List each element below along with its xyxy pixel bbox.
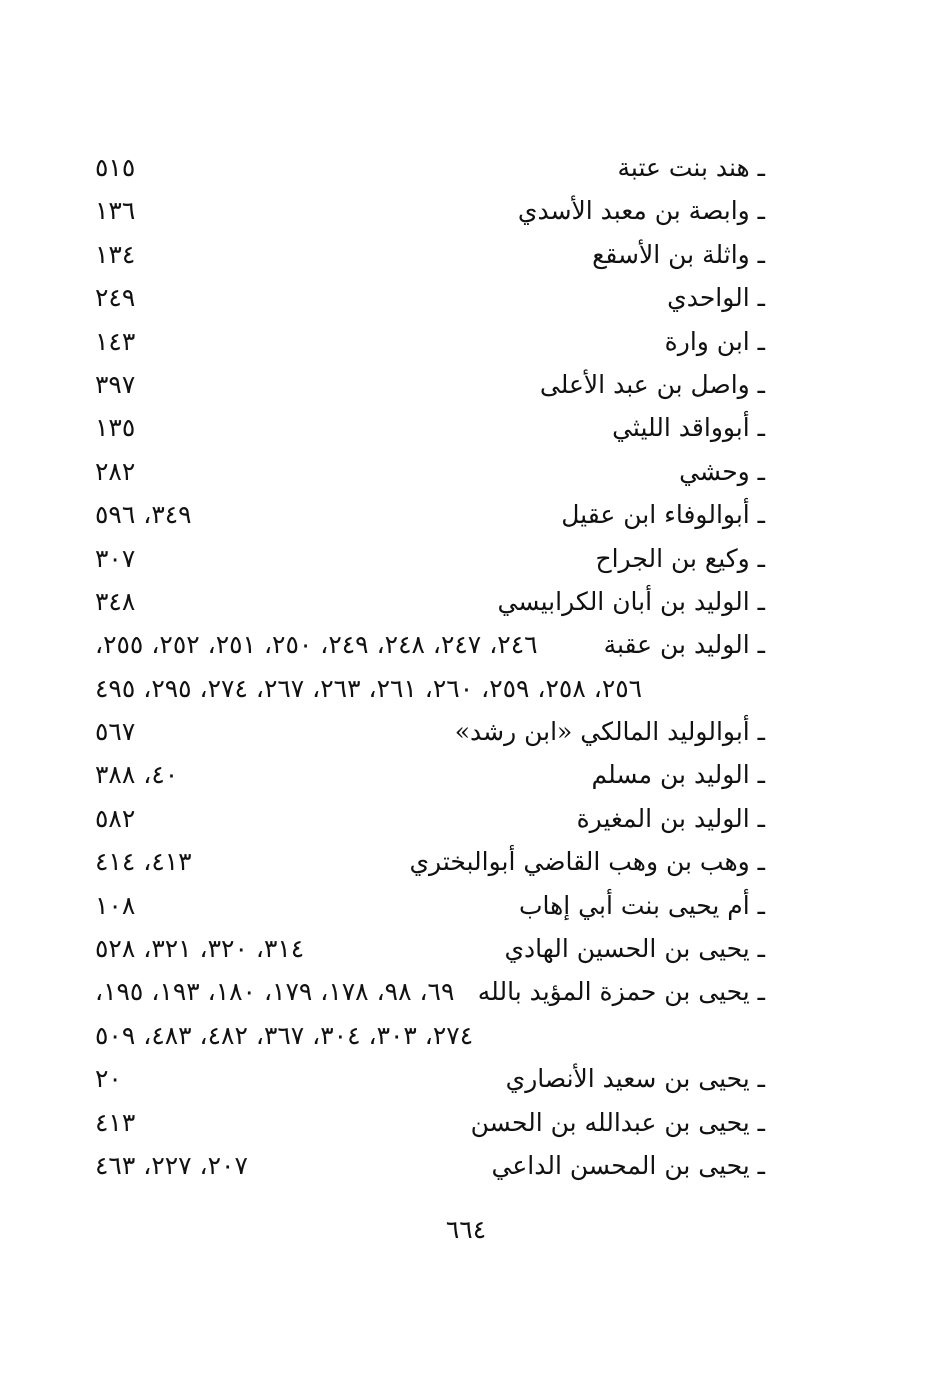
index-entry — [95, 797, 765, 840]
entry-name: ـ ابن وارة — [664, 326, 765, 356]
entry-pages: ٣١٤، ٣٢٠، ٣٢١، ٥٢٨ — [95, 934, 305, 964]
index-entry — [95, 493, 765, 536]
entry-name: ـ أبوالوفاء ابن عقيل — [561, 500, 765, 530]
index-entry — [95, 363, 765, 406]
index-entry — [95, 276, 765, 319]
index-entry — [95, 1057, 765, 1100]
entry-pages: ١٤٣ — [95, 326, 136, 356]
entry-name: ـ الوليد بن عقبة — [603, 630, 765, 660]
entry-pages: ٢٤٩ — [95, 283, 136, 313]
entry-pages: ٢٥٦، ٢٥٨، ٢٥٩، ٢٦٠، ٢٦١، ٢٦٣، ٢٦٧، ٢٧٤، ٢٩٥، ٤٩٥ — [95, 673, 643, 703]
index-entry — [95, 450, 765, 493]
index-entry — [95, 840, 765, 883]
entry-pages: ٥٦٧ — [95, 717, 136, 747]
index-entry — [95, 884, 765, 927]
entry-name: ـ يحيى بن الحسين الهادي — [504, 934, 765, 964]
index-entry — [95, 970, 765, 1013]
entry-pages: ٤١٣ — [95, 1107, 136, 1137]
entry-pages: ٥١٥ — [95, 153, 136, 182]
entry-name: ـ واصل بن عبد الأعلى — [539, 369, 765, 399]
entry-name: ـ واثلة بن الأسقع — [592, 239, 765, 269]
entry-name: ـ أبوالوليد المالكي «ابن رشد» — [454, 717, 765, 747]
name-index — [95, 146, 765, 1187]
entry-name: ـ هند بنت عتبة — [617, 153, 765, 182]
entry-pages: ٢٠٧، ٢٢٧، ٤٦٣ — [95, 1150, 248, 1180]
index-entry — [95, 580, 765, 623]
entry-pages: ١٠٨ — [95, 890, 136, 920]
index-entry — [95, 189, 765, 232]
entry-pages: ٣٤٩، ٥٩٦ — [95, 500, 192, 530]
entry-name: ـ أم يحيى بنت أبي إهاب — [518, 890, 765, 920]
entry-name: ـ يحيى بن حمزة المؤيد بالله — [477, 977, 765, 1007]
entry-pages: ٤١٣، ٤١٤ — [95, 847, 192, 877]
page-number: ٦٦٤ — [445, 1215, 487, 1244]
index-entry — [95, 753, 765, 796]
entry-pages: ٦٩، ٩٨، ١٧٨، ١٧٩، ١٨٠، ١٩٣، ١٩٥، — [95, 977, 455, 1007]
entry-pages: ٢٠ — [95, 1064, 122, 1094]
index-entry — [95, 146, 765, 189]
entry-name: ـ يحيى بن عبدالله بن الحسن — [470, 1107, 765, 1137]
index-entry — [95, 710, 765, 753]
entry-name: ـ وكيع بن الجراح — [595, 543, 765, 573]
index-entry-continuation — [95, 1014, 765, 1057]
index-entry — [95, 1101, 765, 1144]
entry-name: ـ الواحدي — [667, 283, 765, 313]
entry-name: ـ يحيى بن المحسن الداعي — [491, 1150, 765, 1180]
index-entry — [95, 233, 765, 276]
entry-pages: ١٣٤ — [95, 239, 136, 269]
index-entry — [95, 1144, 765, 1187]
entry-pages: ٢٨٢ — [95, 456, 136, 486]
index-entry — [95, 927, 765, 970]
entry-name: ـ الوليد بن المغيرة — [576, 803, 765, 833]
entry-pages: ٤٠، ٣٨٨ — [95, 760, 179, 790]
entry-name: ـ وهب بن وهب القاضي أبوالبختري — [409, 847, 765, 877]
entry-pages: ١٣٥ — [95, 413, 136, 443]
index-entry — [95, 623, 765, 666]
entry-pages: ٢٧٤، ٣٠٣، ٣٠٤، ٣٦٧، ٤٨٢، ٤٨٣، ٥٠٩ — [95, 1020, 474, 1050]
entry-pages: ٥٨٢ — [95, 803, 136, 833]
entry-pages: ٣٩٧ — [95, 369, 136, 399]
entry-name: ـ يحيى بن سعيد الأنصاري — [505, 1064, 765, 1094]
entry-name: ـ الوليد بن أبان الكرابيسي — [497, 586, 765, 616]
entry-name: ـ وابصة بن معبد الأسدي — [517, 196, 765, 226]
entry-pages: ٣٠٧ — [95, 543, 136, 573]
index-entry — [95, 537, 765, 580]
index-entry — [95, 320, 765, 363]
entry-name: ـ وحشي — [679, 456, 765, 486]
index-entry-continuation — [95, 667, 765, 710]
index-entry — [95, 406, 765, 449]
entry-name: ـ أبوواقد الليثي — [612, 413, 765, 443]
entry-pages: ٣٤٨ — [95, 586, 136, 616]
entry-name: ـ الوليد بن مسلم — [591, 760, 765, 790]
entry-pages: ٢٤٦، ٢٤٧، ٢٤٨، ٢٤٩، ٢٥٠، ٢٥١، ٢٥٢، ٢٥٥، — [95, 630, 538, 660]
entry-pages: ١٣٦ — [95, 196, 136, 226]
